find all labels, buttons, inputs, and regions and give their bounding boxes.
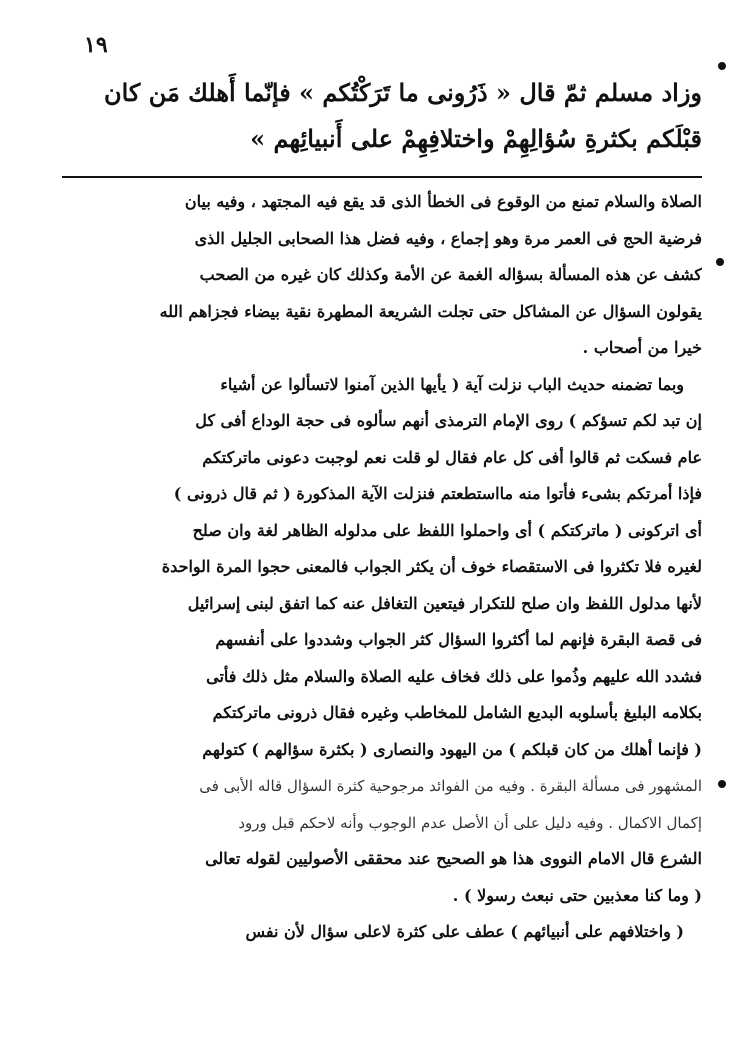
commentary-line: فشدد الله عليهم وذُموا على ذلك فخاف عليه الصلاة والسلام مثل ذلك فأتى <box>206 666 702 686</box>
commentary-line: ( واختلافهم على أنبيائهم ) عطف على كثرة لاعلى سؤال لأن نفس <box>245 922 684 941</box>
binding-hole-mark <box>718 62 726 70</box>
commentary-line: أى اتركونى ( ماتركتكم ) أى واحملوا اللفظ على مدلوله الظاهر لغة وان صلح <box>192 520 702 540</box>
page-number: ١٩ <box>84 32 108 58</box>
commentary-line: الصلاة والسلام تمنع من الوقوع فى الخطأ الذى قد يقع فيه المجتهد ، وفيه بيان <box>184 192 702 211</box>
commentary-line: يقولون السؤال عن المشاكل حتى تجلت الشريعة المطهرة نقية بيضاء فجزاهم الله <box>159 301 702 321</box>
commentary-line: فى قصة البقرة فإنهم لما أكثروا السؤال كثر الجواب وشددوا على أنفسهم <box>215 630 702 649</box>
commentary-line: وبما تضمنه حديث الباب نزلت آية ( يأيها الذين آمنوا لاتسألوا عن أشياء <box>220 374 684 394</box>
commentary-line: ( وما كنا معذبين حتى نبعث رسولا ) . <box>452 885 702 905</box>
commentary-line: إكمال الاكمال . وفيه دليل على أن الأصل عدم الوجوب وأنه لاحكم قبل ورود <box>238 813 702 832</box>
commentary-line: عام فسكت ثم قالوا أفى كل عام فقال لو قلت نعم لوجبت دعونى ماتركتكم <box>202 447 702 467</box>
commentary-line: الشرع قال الامام النووى هذا هو الصحيح عند محققى الأصوليين لقوله تعالى <box>205 849 702 868</box>
binding-hole-mark <box>716 258 724 266</box>
commentary-block <box>62 184 702 951</box>
commentary-line: فإذا أمرتكم بشىء فأتوا منه مااستطعتم فنزلت الآية المذكورة ( ثم قال ذرونى ) <box>173 484 702 503</box>
hadith-line: وزاد مسلم ثمّ قال « ذَرُونى ما تَرَكْتُكم » فإنّما أَهلك مَن كان <box>103 78 702 107</box>
separator-rule <box>62 176 702 178</box>
commentary-line: لغيره فلا تكثروا فى الاستقصاء خوف أن يكثر الجواب فالمعنى حجوا المرة الواحدة <box>161 557 702 576</box>
commentary-line: خيرا من أصحاب . <box>582 338 702 357</box>
commentary-line: كشف عن هذه المسألة بسؤاله الغمة عن الأمة وكذلك كان غيره من الصحب <box>199 265 702 284</box>
commentary-line: فرضية الحج فى العمر مرة وهو إجماع ، وفيه فضل هذا الصحابى الجليل الذى <box>194 228 702 248</box>
commentary-line: ( فإنما أهلك من كان قبلكم ) من اليهود والنصارى ( بكثرة سؤالهم ) كتولهم <box>202 739 702 759</box>
commentary-line: بكلامه البليغ بأسلوبه البديع الشامل للمخاطب وغيره فقال ذرونى ماتركتكم <box>212 703 702 722</box>
hadith-text-block <box>62 70 702 162</box>
commentary-line: لأنها مدلول اللفظ وان صلح للتكرار فيتعين التغافل عنه كما اتفق لبنى إسرائيل <box>187 593 702 613</box>
binding-hole-mark <box>718 780 726 788</box>
commentary-line: إن تبد لكم تسؤكم ) روى الإمام الترمذى أنهم سألوه فى حجة الوداع أفى كل <box>195 411 702 430</box>
hadith-line: قبْلَكم بكثرةِ سُؤالِهِمْ واختلافِهِمْ على أَنبيائِهم » <box>250 124 702 153</box>
commentary-line: المشهور فى مسألة البقرة . وفيه من الفوائد مرجوحية كثرة السؤال قاله الأبى فى <box>199 777 702 795</box>
